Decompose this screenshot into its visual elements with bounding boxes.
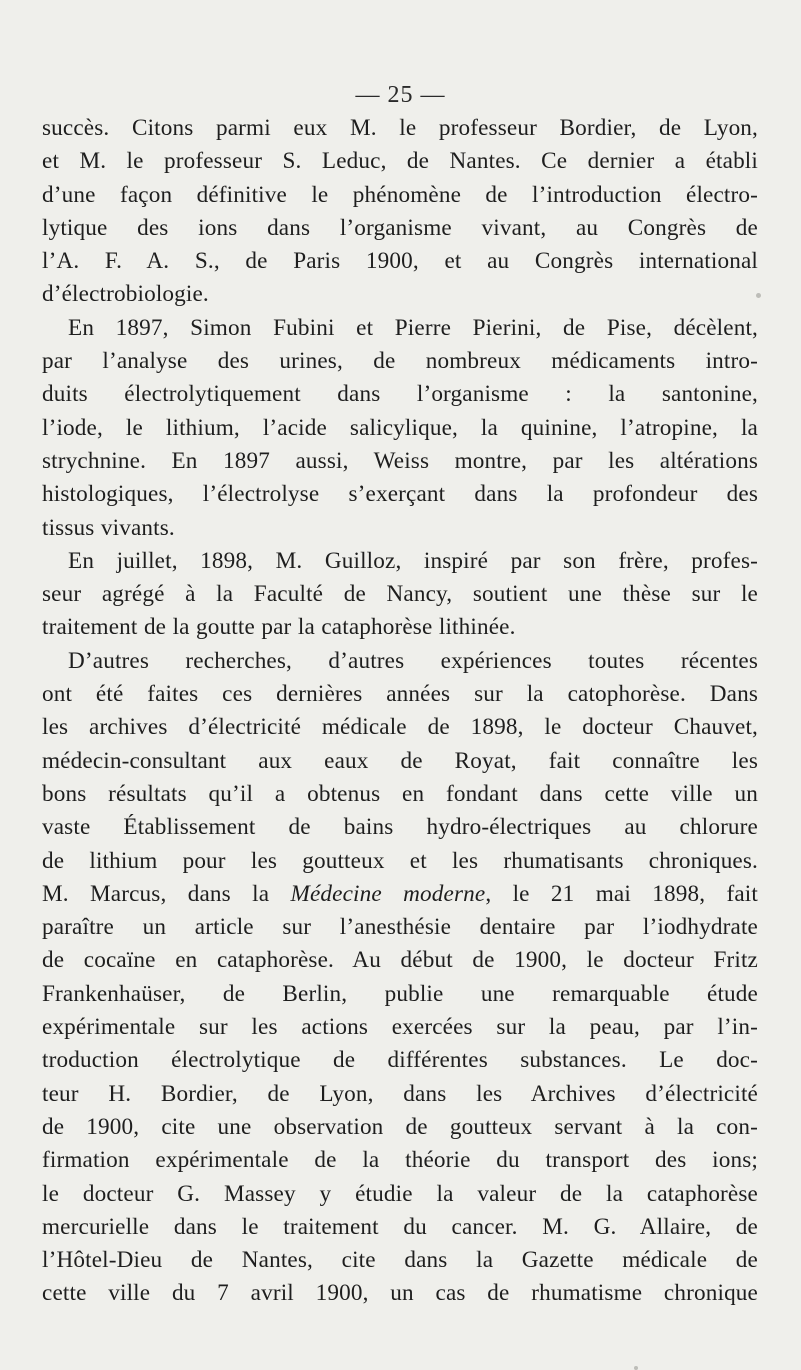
text-line: expérimentale sur les actions exercées sur la peau, par l’in- bbox=[42, 1014, 758, 1041]
text-line: succès. Citons parmi eux M. le professeur Bordier, de Lyon, bbox=[42, 115, 758, 141]
text-line: médecin-consultant aux eaux de Royat, fait connaître les bbox=[42, 747, 758, 774]
text-line: firmation expérimentale de la théorie du transport des ions; bbox=[42, 1147, 758, 1174]
body-text bbox=[42, 112, 758, 1311]
text-line: En 1897, Simon Fubini et Pierre Pierini, de Pise, décèlent, bbox=[68, 314, 758, 341]
text-line: troduction électrolytique de différentes substances. Le doc- bbox=[42, 1047, 758, 1074]
paper-speck bbox=[634, 1366, 638, 1370]
text-line: de cocaïne en cataphorèse. Au début de 1900, le docteur Fritz bbox=[42, 947, 758, 974]
journal-title: Médecine moderne bbox=[290, 880, 486, 907]
text-line: lytique des ions dans l’organisme vivant, au Congrès de bbox=[42, 214, 758, 241]
text-line: strychnine. En 1897 aussi, Weiss montre, par les altérations bbox=[42, 447, 758, 474]
text-line: mercurielle dans le traitement du cancer. M. G. Allaire, de bbox=[42, 1213, 758, 1240]
text-line: D’autres recherches, d’autres expériences toutes récentes bbox=[68, 647, 758, 674]
text-line: histologiques, l’électrolyse s’exerçant dans la profondeur des bbox=[42, 481, 758, 508]
text-line: d’électrobiologie. bbox=[42, 281, 209, 308]
text-line: l’Hôtel-Dieu de Nantes, cite dans la Gazette médicale de bbox=[42, 1247, 758, 1274]
text-line: tissus vivants. bbox=[42, 514, 175, 541]
text-line: Frankenhaüser, de Berlin, publie une remarquable étude bbox=[42, 980, 758, 1007]
text-line: d’une façon définitive le phénomène de l’introduction électro- bbox=[42, 181, 758, 208]
text-line: de lithium pour les goutteux et les rhumatisants chroniques. bbox=[42, 847, 758, 874]
paper-speck bbox=[756, 293, 761, 298]
text-line: l’A. F. A. S., de Paris 1900, et au Congrès international bbox=[42, 248, 758, 275]
text-line: En juillet, 1898, M. Guilloz, inspiré par son frère, profes- bbox=[68, 547, 758, 574]
text-line: teur H. Bordier, de Lyon, dans les Archives d’électricité bbox=[42, 1080, 758, 1107]
text-line: seur agrégé à la Faculté de Nancy, soutient une thèse sur le bbox=[42, 581, 758, 608]
text-line: duits électrolytiquement dans l’organisme : la santonine, bbox=[42, 381, 758, 408]
text-line: de 1900, cite une observation de goutteux servant à la con- bbox=[42, 1113, 758, 1140]
text-line: l’iode, le lithium, l’acide salicylique, la quinine, l’atropine, la bbox=[42, 414, 758, 441]
text-line: vaste Établissement de bains hydro-électriques au chlorure bbox=[42, 814, 758, 841]
text-line: par l’analyse des urines, de nombreux médicaments intro- bbox=[42, 348, 758, 375]
text-line: cette ville du 7 avril 1900, un cas de rhumatisme chronique bbox=[42, 1280, 758, 1307]
text-line: et M. le professeur S. Leduc, de Nantes. Ce dernier a établi bbox=[42, 148, 758, 175]
text-line: bons résultats qu’il a obtenus en fondant dans cette ville un bbox=[42, 780, 758, 807]
text-line: traitement de la goutte par la cataphorèse lithinée. bbox=[42, 614, 516, 641]
text-line: le docteur G. Massey y étudie la valeur de la cataphorèse bbox=[42, 1180, 758, 1207]
text-line: paraître un article sur l’anesthésie dentaire par l’iodhydrate bbox=[42, 914, 758, 941]
text-line: ont été faites ces dernières années sur la catophorèse. Dans bbox=[42, 681, 758, 708]
text-line: M. Marcus, dans la Médecine moderne, le 21 mai 1898, fait bbox=[42, 880, 758, 907]
page-number: — 25 — bbox=[355, 82, 446, 108]
text-line: les archives d’électricité médicale de 1898, le docteur Chauvet, bbox=[42, 714, 758, 741]
